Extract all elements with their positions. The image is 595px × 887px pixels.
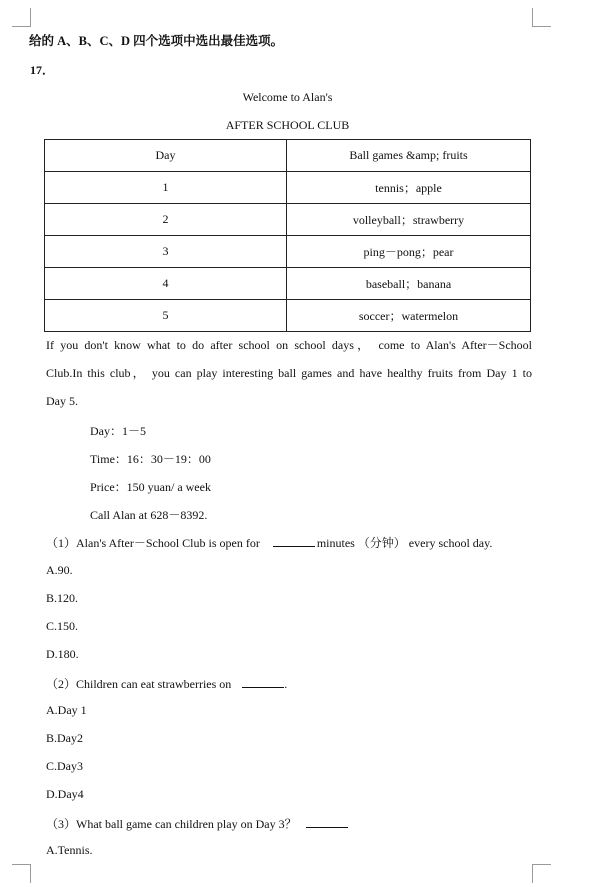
table-cell-activity: ping－pong；pear xyxy=(287,236,531,268)
question-stem-text: （1）Alan's After－School Club is open for xyxy=(46,536,260,550)
answer-blank xyxy=(306,815,348,828)
crop-mark-top-right xyxy=(532,8,551,27)
table-row xyxy=(45,300,531,332)
table-cell-activity: soccer；watermelon xyxy=(287,300,531,332)
table-row xyxy=(45,236,531,268)
table-header-row xyxy=(45,140,531,172)
question-stem-text: minutes （分钟） every school day. xyxy=(316,536,493,550)
answer-blank xyxy=(273,534,315,547)
table-cell-day: 4 xyxy=(45,268,287,300)
question-1-stem xyxy=(46,534,492,551)
ad-welcome-line: Welcome to Alan's xyxy=(242,90,333,104)
detail-days: Day：1－5 xyxy=(90,424,146,438)
option-b: B.Day2 xyxy=(46,731,83,745)
section-instruction: 给的 A、B、C、D 四个选项中选出最佳选项。 xyxy=(29,34,284,48)
table-cell-day: 3 xyxy=(45,236,287,268)
option-a: A.90. xyxy=(46,563,73,577)
table-row xyxy=(45,268,531,300)
question-stem-text: （2）Children can eat strawberries on xyxy=(46,677,232,691)
option-a: A.Day 1 xyxy=(46,703,87,717)
club-schedule-table xyxy=(44,139,531,332)
option-b: B.120. xyxy=(46,591,79,605)
paragraph-line: If you don't know what to do after school on school days， come to Alan's After－School xyxy=(46,338,532,352)
crop-mark-top-left xyxy=(12,8,31,27)
table-header-day: Day xyxy=(45,140,287,172)
table-header-games-fruits: Ball games &amp; fruits xyxy=(287,140,531,172)
table-cell-day: 1 xyxy=(45,172,287,204)
crop-mark-bottom-left xyxy=(12,864,31,883)
option-c: C.150. xyxy=(46,619,79,633)
table-cell-activity: volleyball；strawberry xyxy=(287,204,531,236)
option-c: C.Day3 xyxy=(46,759,83,773)
ad-club-name: AFTER SCHOOL CLUB xyxy=(225,118,350,132)
table-cell-activity: tennis；apple xyxy=(287,172,531,204)
crop-mark-bottom-right xyxy=(532,864,551,883)
paragraph-line: Club.In this club， you can play interesting ball games and have healthy fruits from Day 1 to xyxy=(46,366,532,380)
answer-blank xyxy=(242,675,284,688)
question-3-stem xyxy=(46,815,348,832)
option-d: D.Day4 xyxy=(46,787,84,801)
detail-time: Time：16：30－19：00 xyxy=(90,452,211,466)
option-a: A.Tennis. xyxy=(46,843,93,857)
ad-paragraph xyxy=(46,331,532,415)
table-row xyxy=(45,172,531,204)
table-row xyxy=(45,204,531,236)
detail-price: Price：150 yuan/ a week xyxy=(90,480,211,494)
question-stem-text: . xyxy=(284,677,288,691)
table-cell-day: 2 xyxy=(45,204,287,236)
question-number: 17． xyxy=(30,63,55,77)
paragraph-line: Day 5. xyxy=(46,394,78,408)
detail-phone: Call Alan at 628－8392. xyxy=(90,508,208,522)
question-2-stem xyxy=(46,675,287,692)
table-cell-day: 5 xyxy=(45,300,287,332)
option-d: D.180. xyxy=(46,647,79,661)
question-stem-text: （3）What ball game can children play on Day 3？ xyxy=(46,817,297,831)
table-cell-activity: baseball；banana xyxy=(287,268,531,300)
